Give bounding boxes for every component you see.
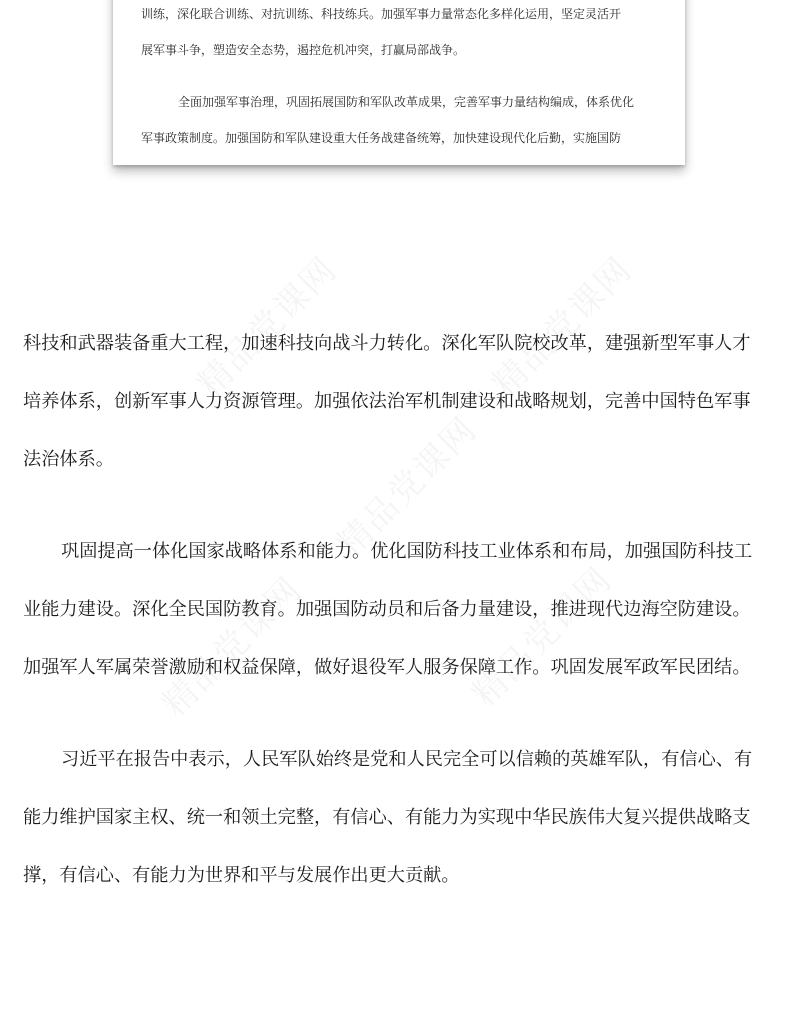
text-line: 能力维护国家主权、统一和领土完整，有信心、有能力为实现中华民族伟大复兴提供战略支 — [23, 807, 751, 828]
preview-line: 军事政策制度。加强国防和军队建设重大任务战建备统筹，加快建设现代化后勤，实施国防 — [141, 131, 622, 145]
text-line: 巩固提高一体化国家战略体系和能力。优化国防科技工业体系和布局，加强国防科技工 — [61, 541, 753, 562]
text-line: 培养体系，创新军事人力资源管理。加强依法治军机制建设和战略规划，完善中国特色军事 — [23, 391, 751, 412]
preview-text — [141, 0, 663, 156]
paragraph — [23, 324, 783, 498]
text-line: 科技和武器装备重大工程，加速科技向战斗力转化。深化军队院校改革，建强新型军事人才 — [23, 333, 751, 354]
text-line: 撑，有信心、有能力为世界和平与发展作出更大贡献。 — [23, 865, 460, 886]
paragraph — [23, 740, 783, 914]
text-line: 加强军人军属荣誉激励和权益保障，做好退役军人服务保障工作。巩固发展军政军民团结。 — [23, 657, 751, 678]
text-line: 习近平在报告中表示，人民军队始终是党和人民完全可以信赖的英雄军队，有信心、有 — [61, 749, 753, 770]
text-line: 业能力建设。深化全民国防教育。加强国防动员和后备力量建设，推进现代边海空防建设。 — [23, 599, 751, 620]
document-preview-card — [113, 0, 685, 165]
article-body — [23, 324, 783, 914]
text-line: 法治体系。 — [23, 449, 114, 470]
preview-line: 全面加强军事治理，巩固拓展国防和军队改革成果，完善军事力量结构编成，体系优化 — [178, 95, 635, 109]
preview-line: 展军事斗争，塑造安全态势，遏控危机冲突，打赢局部战争。 — [141, 43, 466, 57]
preview-line: 训练，深化联合训练、对抗训练、科技练兵。加强军事力量常态化多样化运用，坚定灵活开 — [141, 7, 622, 21]
paragraph — [23, 532, 783, 706]
